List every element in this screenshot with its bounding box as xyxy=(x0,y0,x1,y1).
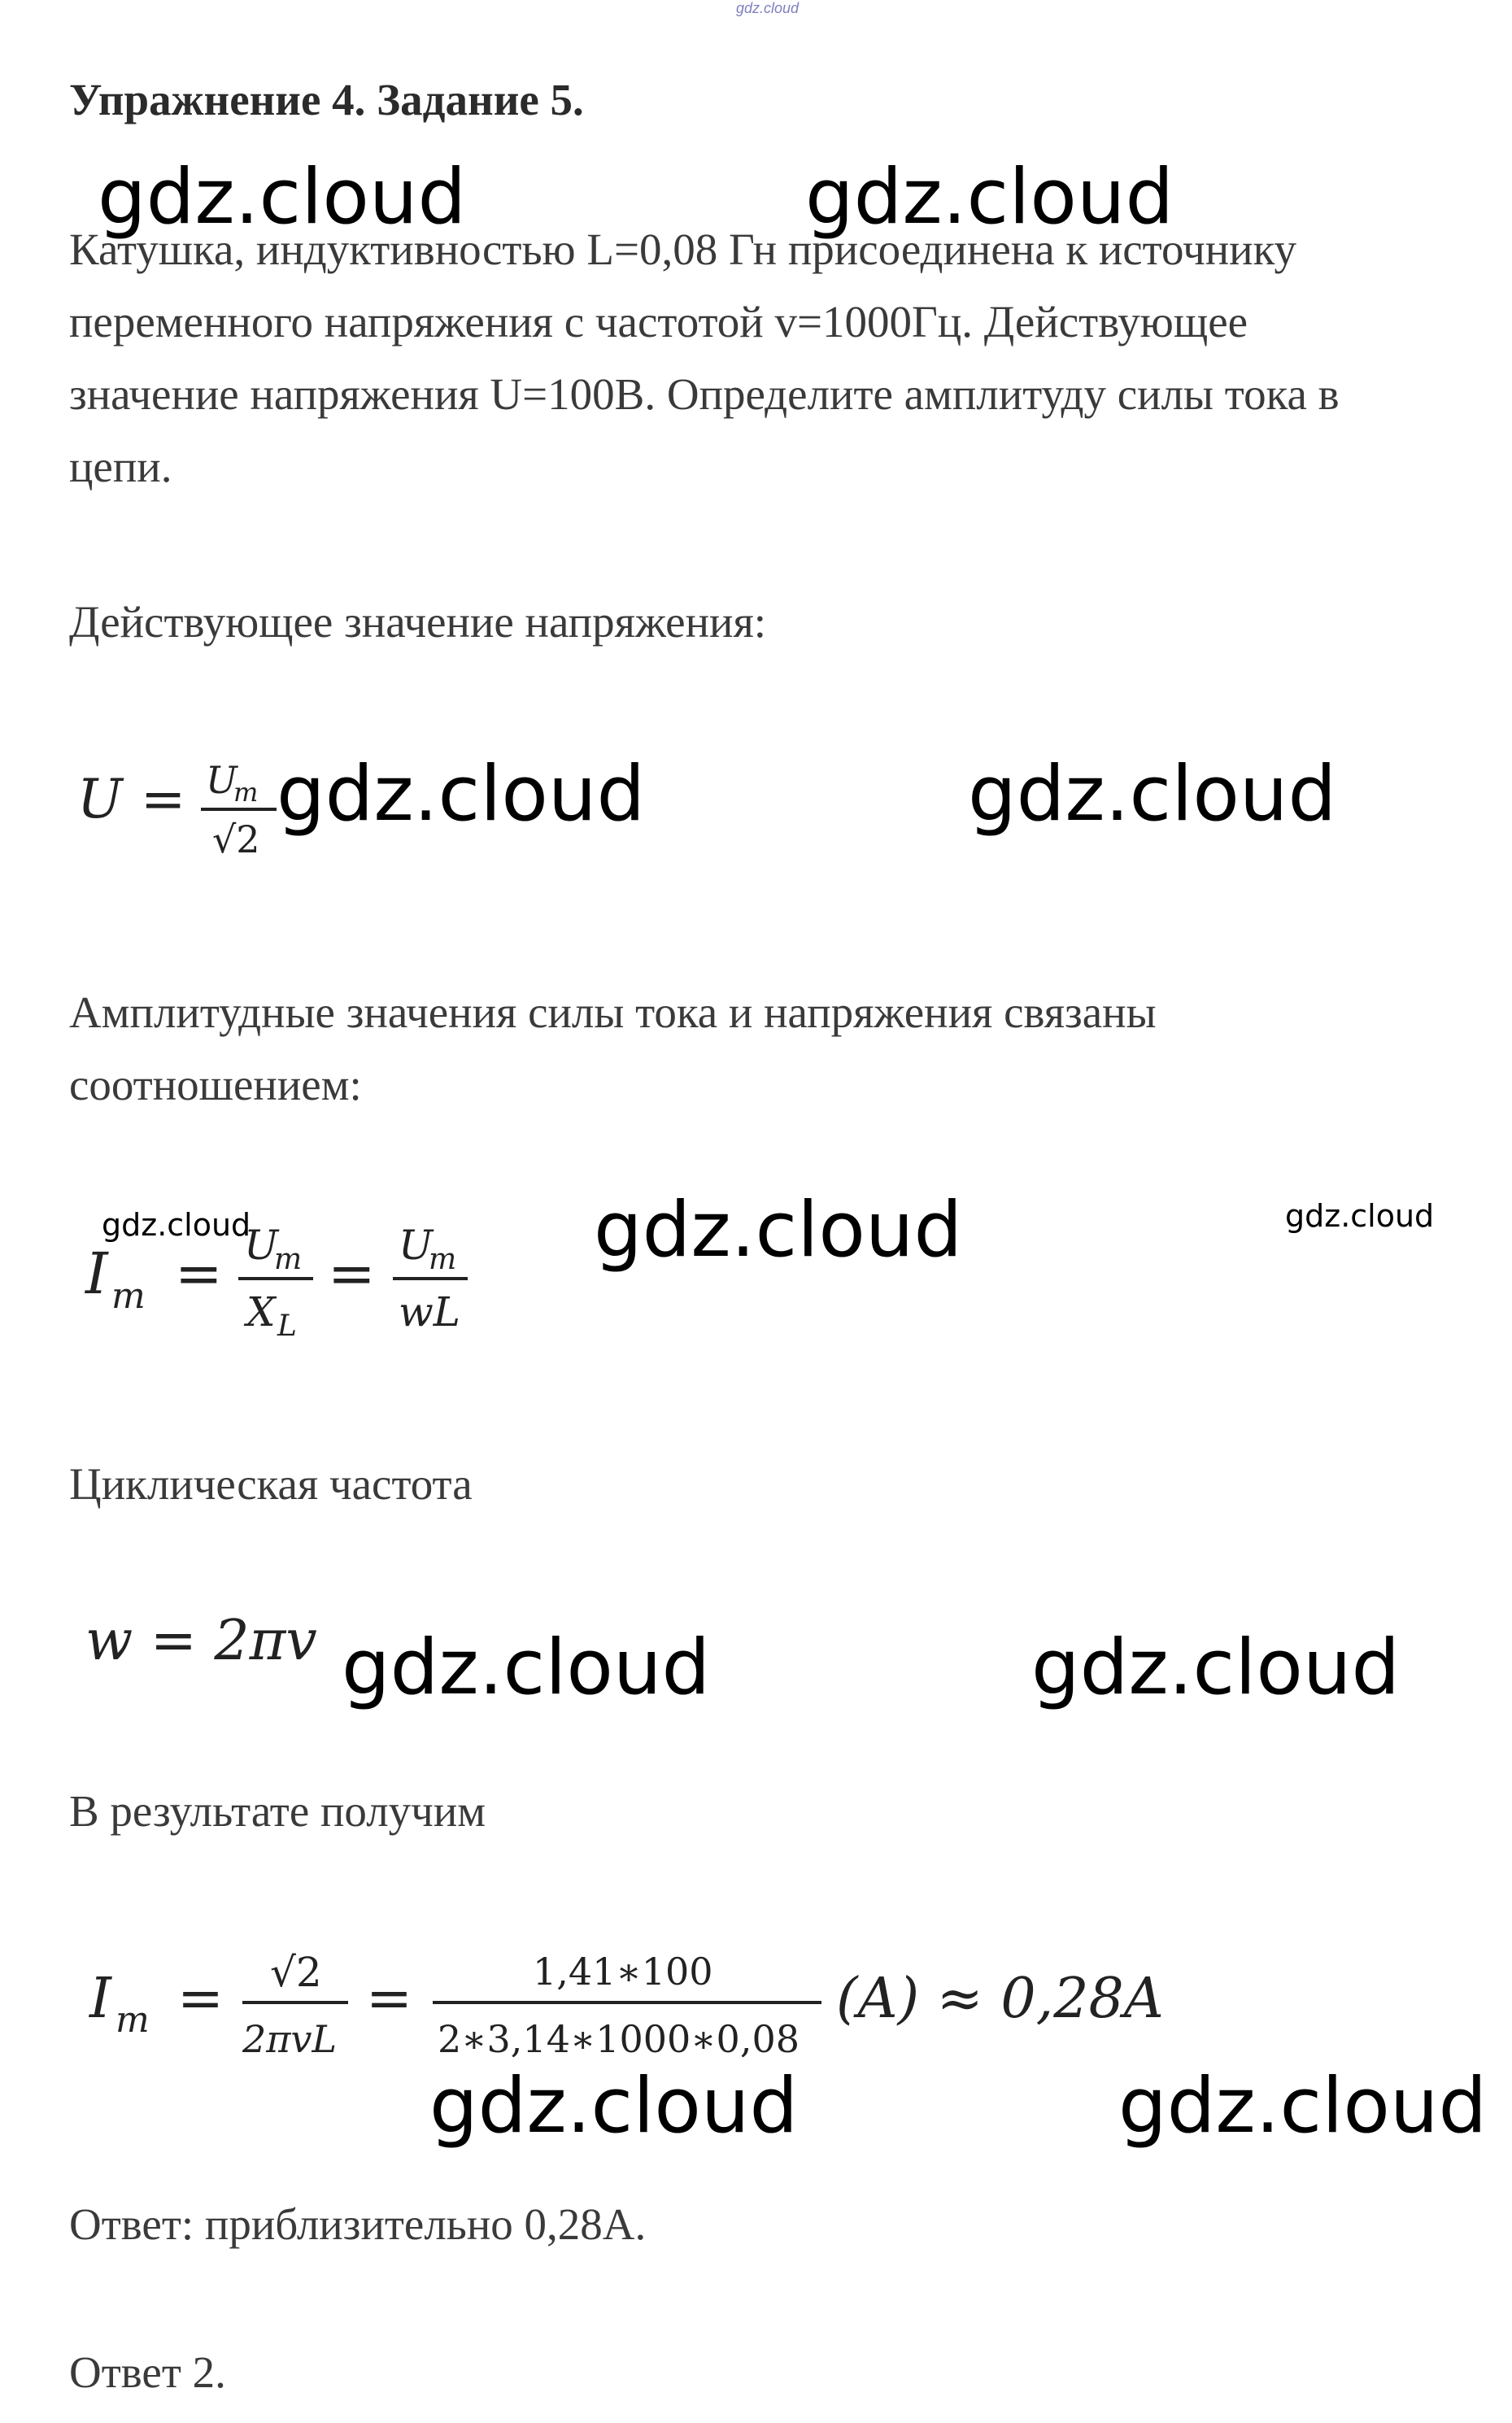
answer-text: Ответ: приблизительно 0,28А. xyxy=(69,2199,647,2249)
svg-text:U: U xyxy=(399,1222,434,1269)
formula1-numerator: U xyxy=(206,758,237,802)
formula1-lhs: U xyxy=(77,768,123,830)
step-effective-voltage: Действующее значение напряжения: xyxy=(69,597,767,647)
watermark: gdz.cloud xyxy=(1118,2062,1488,2151)
watermark: gdz.cloud xyxy=(429,2062,799,2151)
svg-text:=: = xyxy=(328,1240,376,1307)
svg-text:m: m xyxy=(115,1999,150,2041)
watermark: gdz.cloud xyxy=(968,750,1337,839)
watermark: gdz.cloud xyxy=(594,1186,963,1275)
svg-text:wL: wL xyxy=(399,1288,461,1336)
exercise-heading: Упражнение 4. Задание 5. xyxy=(69,75,584,124)
svg-text:L: L xyxy=(277,1310,297,1343)
svg-text:U: U xyxy=(244,1222,279,1269)
svg-text:I: I xyxy=(89,1967,111,2031)
watermark-small: gdz.cloud xyxy=(1285,1198,1435,1234)
watermark: gdz.cloud xyxy=(1031,1623,1401,1712)
svg-text:m: m xyxy=(274,1243,303,1276)
site-mark: gdz.cloud xyxy=(736,0,800,16)
watermark: gdz.cloud xyxy=(805,153,1174,242)
svg-text:=: = xyxy=(175,1240,223,1307)
svg-text:m: m xyxy=(233,777,259,808)
svg-text:(A) ≈ 0,28A: (A) ≈ 0,28A xyxy=(836,1967,1164,2031)
svg-text:2πvL: 2πvL xyxy=(242,2017,338,2061)
svg-text:√2: √2 xyxy=(270,1949,322,1996)
step-amplitude-relation: Амплитудные значения силы тока и напряжения связаны соотношением: xyxy=(69,987,1157,1109)
formula3-expression: w = 2πv xyxy=(85,1609,317,1673)
answer-2-text: Ответ 2. xyxy=(69,2347,226,2397)
svg-text:=: = xyxy=(141,768,186,830)
formula-result xyxy=(89,1936,1228,2078)
svg-text:=: = xyxy=(177,1967,224,2031)
watermark-small: gdz.cloud xyxy=(102,1207,251,1243)
watermark: gdz.cloud xyxy=(277,750,646,839)
svg-text:m: m xyxy=(111,1275,146,1317)
svg-text:=: = xyxy=(366,1967,412,2031)
watermark: gdz.cloud xyxy=(98,153,467,242)
svg-text:X: X xyxy=(246,1288,276,1336)
formula-effective-voltage xyxy=(77,748,289,874)
svg-text:m: m xyxy=(429,1243,457,1276)
formula2-lhs: I xyxy=(85,1240,108,1307)
step-result: В результате получим xyxy=(69,1786,486,1836)
watermark: gdz.cloud xyxy=(342,1623,711,1712)
svg-text:2∗3,14∗1000∗0,08: 2∗3,14∗1000∗0,08 xyxy=(438,2017,800,2061)
formula1-denominator: √2 xyxy=(212,817,260,861)
problem-statement: Катушка, индуктивностью L=0,08 Гн присоединена к источнику переменного напряжения с частотой v=1000Гц. Действующее значение напряжения U=100В. Определите амплитуду силы тока в цепи. xyxy=(69,224,1340,491)
svg-text:1,41∗100: 1,41∗100 xyxy=(533,1950,713,1994)
formula-cyclic-frequency xyxy=(85,1594,362,1688)
step-cyclic-frequency: Циклическая частота xyxy=(69,1459,473,1509)
